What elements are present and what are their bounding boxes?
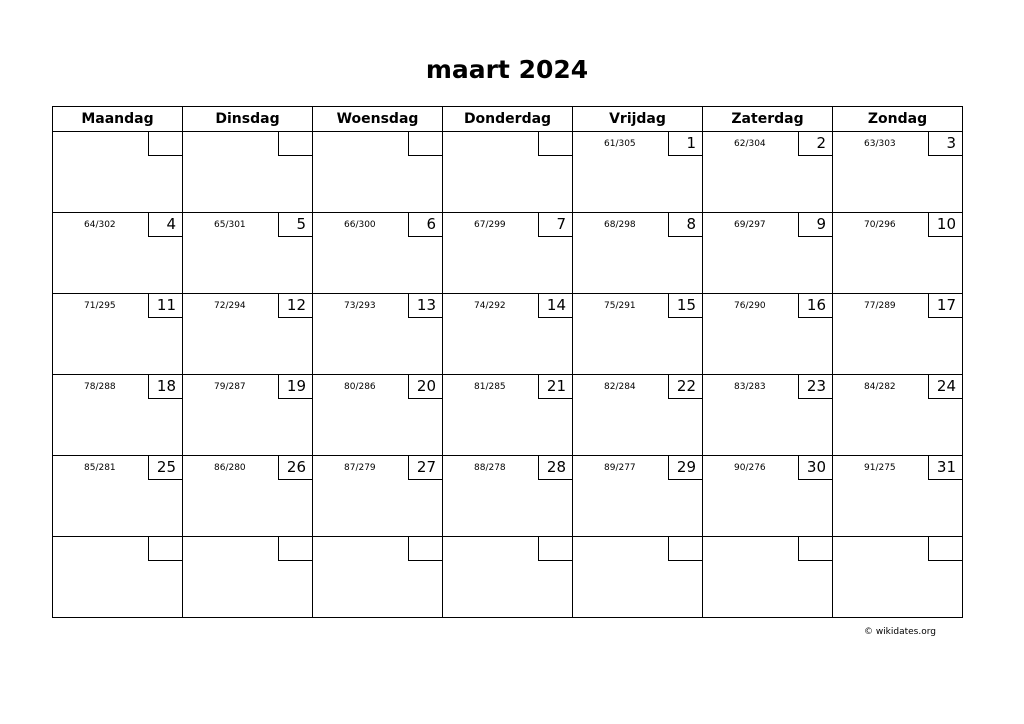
day-number <box>148 132 182 156</box>
day-of-year-label: 75/291 <box>604 301 636 311</box>
day-number: 9 <box>798 213 832 237</box>
weekday-header: Maandag <box>53 107 183 132</box>
day-cell <box>53 456 183 537</box>
day-number <box>928 537 962 561</box>
day-number: 23 <box>798 375 832 399</box>
day-number: 15 <box>668 294 702 318</box>
day-of-year-label: 61/305 <box>604 139 636 149</box>
day-number <box>538 132 572 156</box>
day-of-year-label: 89/277 <box>604 463 636 473</box>
day-number: 18 <box>148 375 182 399</box>
day-number: 11 <box>148 294 182 318</box>
page-title: maart 2024 <box>425 55 589 84</box>
day-number: 24 <box>928 375 962 399</box>
day-cell <box>313 294 443 375</box>
day-number: 2 <box>798 132 832 156</box>
day-cell <box>53 294 183 375</box>
day-number: 31 <box>928 456 962 480</box>
day-number: 3 <box>928 132 962 156</box>
day-of-year-label: 62/304 <box>734 139 766 149</box>
day-cell <box>53 213 183 294</box>
day-of-year-label: 65/301 <box>214 220 246 230</box>
day-cell <box>573 294 703 375</box>
week-row <box>53 375 963 456</box>
day-number <box>408 132 442 156</box>
day-cell <box>313 537 443 618</box>
day-of-year-label: 83/283 <box>734 382 766 392</box>
day-cell <box>833 537 963 618</box>
day-cell <box>183 294 313 375</box>
day-cell <box>573 456 703 537</box>
day-number: 20 <box>408 375 442 399</box>
day-cell <box>573 132 703 213</box>
day-number: 12 <box>278 294 312 318</box>
day-number <box>148 537 182 561</box>
day-of-year-label: 72/294 <box>214 301 246 311</box>
day-cell <box>443 456 573 537</box>
weekday-header: Vrijdag <box>573 107 703 132</box>
day-cell <box>703 213 833 294</box>
weekday-header: Zondag <box>833 107 963 132</box>
day-number: 29 <box>668 456 702 480</box>
day-cell <box>833 132 963 213</box>
day-of-year-label: 90/276 <box>734 463 766 473</box>
week-row <box>53 294 963 375</box>
day-number <box>668 537 702 561</box>
week-row <box>53 132 963 213</box>
day-of-year-label: 88/278 <box>474 463 506 473</box>
weekday-header-row <box>53 107 963 132</box>
day-number: 28 <box>538 456 572 480</box>
day-cell <box>313 213 443 294</box>
day-of-year-label: 86/280 <box>214 463 246 473</box>
day-cell <box>833 213 963 294</box>
day-cell <box>53 132 183 213</box>
day-of-year-label: 63/303 <box>864 139 896 149</box>
day-number <box>798 537 832 561</box>
day-cell <box>703 294 833 375</box>
day-of-year-label: 77/289 <box>864 301 896 311</box>
day-of-year-label: 81/285 <box>474 382 506 392</box>
day-number: 21 <box>538 375 572 399</box>
day-cell <box>833 294 963 375</box>
day-cell <box>703 375 833 456</box>
day-number: 5 <box>278 213 312 237</box>
day-number: 10 <box>928 213 962 237</box>
day-cell <box>703 132 833 213</box>
day-cell <box>183 456 313 537</box>
day-number: 27 <box>408 456 442 480</box>
day-of-year-label: 74/292 <box>474 301 506 311</box>
day-number: 6 <box>408 213 442 237</box>
day-cell <box>573 213 703 294</box>
day-cell <box>443 537 573 618</box>
day-of-year-label: 71/295 <box>84 301 116 311</box>
day-cell <box>703 537 833 618</box>
day-number: 1 <box>668 132 702 156</box>
day-of-year-label: 82/284 <box>604 382 636 392</box>
day-of-year-label: 80/286 <box>344 382 376 392</box>
weekday-header: Woensdag <box>313 107 443 132</box>
weekday-header: Zaterdag <box>703 107 833 132</box>
day-cell <box>443 132 573 213</box>
day-of-year-label: 85/281 <box>84 463 116 473</box>
day-cell <box>183 537 313 618</box>
day-number: 30 <box>798 456 832 480</box>
day-of-year-label: 73/293 <box>344 301 376 311</box>
day-number: 19 <box>278 375 312 399</box>
weekday-header: Dinsdag <box>183 107 313 132</box>
day-of-year-label: 76/290 <box>734 301 766 311</box>
day-number: 22 <box>668 375 702 399</box>
day-cell <box>53 537 183 618</box>
day-of-year-label: 69/297 <box>734 220 766 230</box>
day-of-year-label: 79/287 <box>214 382 246 392</box>
day-number <box>278 537 312 561</box>
day-cell <box>183 375 313 456</box>
day-cell <box>183 213 313 294</box>
day-number: 8 <box>668 213 702 237</box>
day-cell <box>313 132 443 213</box>
day-number <box>408 537 442 561</box>
day-of-year-label: 68/298 <box>604 220 636 230</box>
calendar-grid <box>52 106 963 618</box>
day-of-year-label: 87/279 <box>344 463 376 473</box>
weekday-header: Donderdag <box>443 107 573 132</box>
week-row <box>53 456 963 537</box>
day-cell <box>573 537 703 618</box>
day-cell <box>833 375 963 456</box>
day-of-year-label: 91/275 <box>864 463 896 473</box>
day-of-year-label: 67/299 <box>474 220 506 230</box>
day-number: 17 <box>928 294 962 318</box>
day-number: 13 <box>408 294 442 318</box>
day-of-year-label: 64/302 <box>84 220 116 230</box>
day-number: 26 <box>278 456 312 480</box>
day-number <box>278 132 312 156</box>
week-row <box>53 537 963 618</box>
day-cell <box>443 375 573 456</box>
day-cell <box>703 456 833 537</box>
day-cell <box>443 213 573 294</box>
day-number: 25 <box>148 456 182 480</box>
day-number: 16 <box>798 294 832 318</box>
day-cell <box>53 375 183 456</box>
day-of-year-label: 66/300 <box>344 220 376 230</box>
day-number: 4 <box>148 213 182 237</box>
copyright-credit: © wikidates.org <box>863 627 936 637</box>
week-row <box>53 213 963 294</box>
day-of-year-label: 70/296 <box>864 220 896 230</box>
day-cell <box>573 375 703 456</box>
day-of-year-label: 84/282 <box>864 382 896 392</box>
day-cell <box>313 456 443 537</box>
day-of-year-label: 78/288 <box>84 382 116 392</box>
day-cell <box>313 375 443 456</box>
day-number <box>538 537 572 561</box>
day-number: 14 <box>538 294 572 318</box>
day-cell <box>183 132 313 213</box>
day-number: 7 <box>538 213 572 237</box>
day-cell <box>833 456 963 537</box>
day-cell <box>443 294 573 375</box>
